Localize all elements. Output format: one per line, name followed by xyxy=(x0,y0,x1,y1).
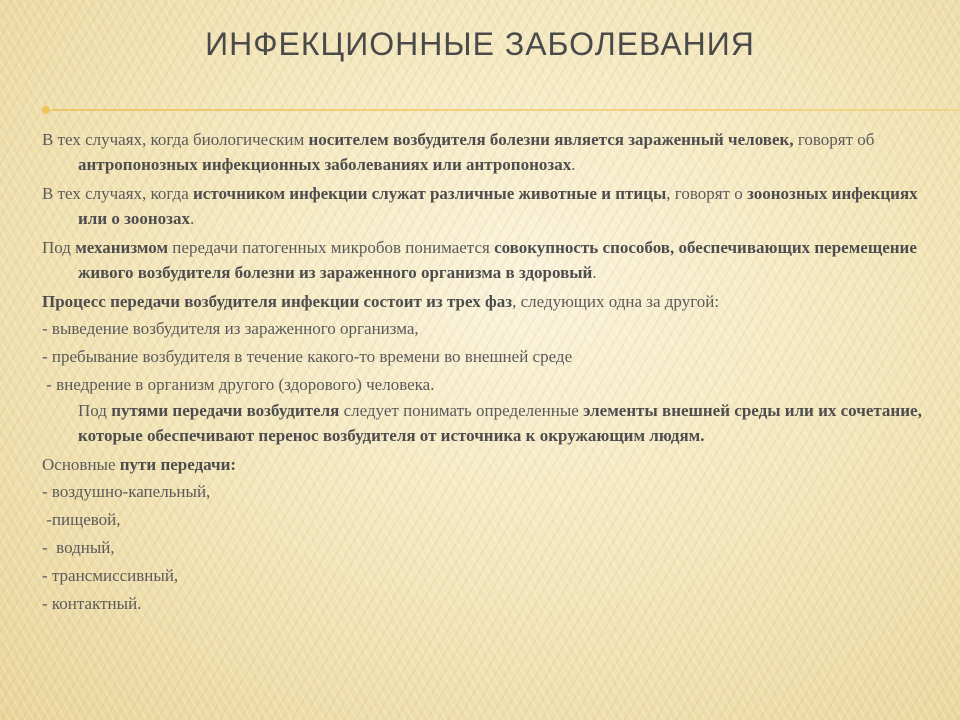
title-rule xyxy=(52,109,960,111)
paragraph-zoonoses xyxy=(42,181,922,231)
text: В тех случаях, когда биологическим xyxy=(42,130,309,149)
list-item: - водный, xyxy=(42,538,115,557)
list-item: - воздушно-капельный, xyxy=(42,482,211,501)
bold-text: антропонозных инфекционных заболеваниях или антропонозах xyxy=(78,155,572,174)
paragraph-main-routes xyxy=(42,452,922,477)
text: передачи патогенных микробов понимается xyxy=(168,238,495,257)
text: Основные xyxy=(42,455,120,474)
text: . xyxy=(571,155,576,174)
bold-text: совокупность способов, обеспечивающих перемещение живого возбудителя болезни из зараженного организма в здоровый xyxy=(78,238,917,282)
text: Под xyxy=(42,238,76,257)
slide-title: ИНФЕКЦИОННЫЕ ЗАБОЛЕВАНИЯ xyxy=(205,26,755,62)
title-rule-dot xyxy=(42,106,50,114)
text: Под xyxy=(78,401,112,420)
bold-text: носителем возбудителя болезни является зараженный человек, xyxy=(308,130,794,149)
list-item: - пребывание возбудителя в течение какого-то времени во внешней среде xyxy=(42,347,573,366)
bold-text: механизмом xyxy=(75,238,169,257)
phase-list xyxy=(42,316,922,397)
bold-text: элементы внешней среды или их сочетание, которые обеспечивают перенос возбудителя от источника к окружающим людям. xyxy=(78,401,922,445)
slide-body xyxy=(42,127,922,619)
bold-text: источником инфекции служат различные животные и птицы xyxy=(193,184,667,203)
text: . xyxy=(592,263,597,282)
paragraph-transmission-routes xyxy=(42,398,922,448)
bold-text: пути передачи: xyxy=(119,455,237,474)
text: . xyxy=(190,209,195,228)
bold-text: путями передачи возбудителя xyxy=(111,401,340,420)
paragraph-transmission-phases xyxy=(42,289,922,314)
text: следует понимать определенные xyxy=(339,401,584,420)
paragraph-anthroponoses xyxy=(42,127,922,177)
list-item: - контактный. xyxy=(42,594,142,613)
list-item: - внедрение в организм другого (здорового) человека. xyxy=(42,375,435,394)
list-item: -пищевой, xyxy=(42,510,121,529)
text: говорят об xyxy=(793,130,875,149)
list-item: - трансмиссивный, xyxy=(42,566,179,585)
text: , говорят о xyxy=(666,184,747,203)
list-item: - выведение возбудителя из зараженного организма, xyxy=(42,319,419,338)
text: В тех случаях, когда xyxy=(42,184,193,203)
bold-text: Процесс передачи возбудителя инфекции состоит из трех фаз xyxy=(42,292,513,311)
text: , следующих одна за другой: xyxy=(512,292,720,311)
bold-text: зоонозных инфекциях или о зоонозах xyxy=(78,184,918,228)
route-list xyxy=(42,479,922,616)
paragraph-mechanism xyxy=(42,235,922,285)
